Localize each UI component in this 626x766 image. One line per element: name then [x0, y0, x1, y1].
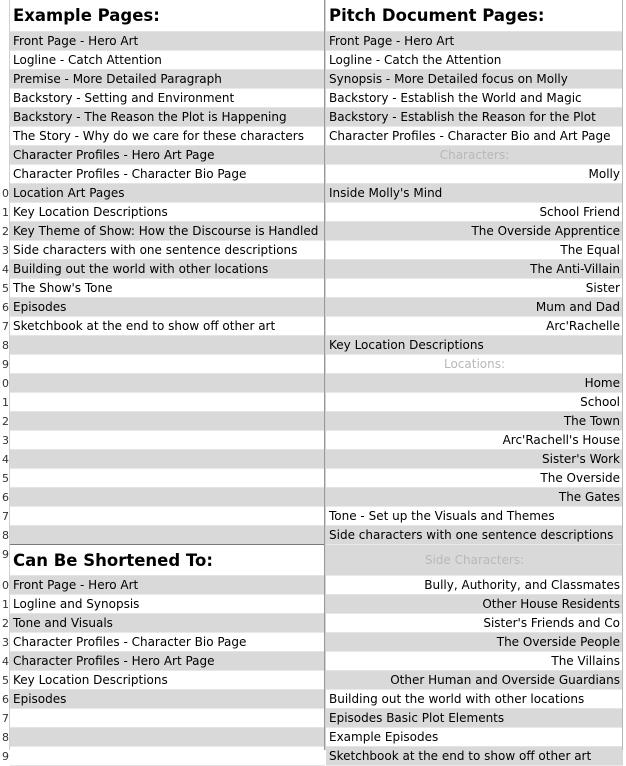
pitch-page-cell[interactable]: Sister's Friends and Co [326, 614, 623, 633]
row-number: 0 [2, 187, 9, 200]
row-number: 6 [2, 693, 9, 706]
pitch-page-cell[interactable]: The Overside [326, 469, 623, 488]
empty-cell[interactable] [10, 336, 325, 355]
row-number: 2 [2, 225, 9, 238]
pitch-page-cell[interactable]: The Gates [326, 488, 623, 507]
row-number: 1 [2, 396, 9, 409]
pitch-page-cell[interactable]: Arc'Rachelle [326, 317, 623, 336]
example-page-cell[interactable]: Side characters with one sentence descriptions [10, 241, 325, 260]
pitch-page-cell[interactable]: Example Episodes [326, 728, 623, 747]
example-page-cell[interactable]: Key Location Descriptions [10, 203, 325, 222]
pitch-page-cell[interactable]: Inside Molly's Mind [326, 184, 623, 203]
pitch-page-cell[interactable]: Episodes Basic Plot Elements [326, 709, 623, 728]
row-number: 0 [2, 377, 9, 390]
row-number: 5 [2, 674, 9, 687]
pitch-page-cell[interactable]: Backstory - Establish the Reason for the Plot [326, 108, 623, 127]
row-number: 3 [2, 636, 9, 649]
pitch-page-cell[interactable]: Sister [326, 279, 623, 298]
pitch-page-cell[interactable]: Front Page - Hero Art [326, 32, 623, 51]
pitch-page-cell[interactable]: Tone - Set up the Visuals and Themes [326, 507, 623, 526]
row-number: 9 [2, 750, 9, 763]
header-example-pages[interactable]: Example Pages: [10, 0, 325, 32]
empty-cell[interactable] [10, 469, 325, 488]
row-number: 1 [2, 598, 9, 611]
example-page-cell[interactable]: Character Profiles - Hero Art Page [10, 146, 325, 165]
pitch-page-cell[interactable]: Molly [326, 165, 623, 184]
shortened-page-cell[interactable]: Key Location Descriptions [10, 671, 325, 690]
pitch-page-cell[interactable]: Key Location Descriptions [326, 336, 623, 355]
row-number: 3 [2, 434, 9, 447]
shortened-page-cell[interactable]: Character Profiles - Character Bio Page [10, 633, 325, 652]
subheading-cell[interactable]: Characters: [326, 146, 623, 165]
shortened-page-cell[interactable]: Character Profiles - Hero Art Page [10, 652, 325, 671]
example-page-cell[interactable]: Location Art Pages [10, 184, 325, 203]
pitch-page-cell[interactable]: School [326, 393, 623, 412]
example-page-cell[interactable]: Backstory - Setting and Environment [10, 89, 325, 108]
row-number: 4 [2, 655, 9, 668]
pitch-page-cell[interactable]: Other House Residents [326, 595, 623, 614]
example-page-cell[interactable]: Character Profiles - Character Bio Page [10, 165, 325, 184]
pitch-page-cell[interactable]: Mum and Dad [326, 298, 623, 317]
row-number: 6 [2, 301, 9, 314]
example-page-cell[interactable]: Key Theme of Show: How the Discourse is Handled [10, 222, 325, 241]
pitch-page-cell[interactable]: Other Human and Overside Guardians [326, 671, 623, 690]
example-page-cell[interactable]: Premise - More Detailed Paragraph [10, 70, 325, 89]
empty-cell[interactable] [10, 412, 325, 431]
row-number: 9 [2, 548, 9, 561]
sheet-right-edge [622, 0, 623, 750]
example-page-cell[interactable]: Episodes [10, 298, 325, 317]
subheading-cell[interactable]: Side Characters: [326, 545, 623, 576]
row-number: 7 [2, 712, 9, 725]
pitch-page-cell[interactable]: Bully, Authority, and Classmates [326, 576, 623, 595]
empty-cell[interactable] [10, 355, 325, 374]
row-number: 1 [2, 206, 9, 219]
empty-cell[interactable] [10, 374, 325, 393]
pitch-page-cell[interactable]: Side characters with one sentence descriptions [326, 526, 623, 545]
row-number: 7 [2, 320, 9, 333]
shortened-page-cell[interactable]: Tone and Visuals [10, 614, 325, 633]
pitch-page-cell[interactable]: School Friend [326, 203, 623, 222]
header-can-be-shortened-to[interactable]: Can Be Shortened To: [10, 545, 325, 576]
empty-cell[interactable] [10, 728, 325, 747]
pitch-page-cell[interactable]: Sister's Work [326, 450, 623, 469]
example-page-cell[interactable]: Logline - Catch Attention [10, 51, 325, 70]
row-number: 8 [2, 339, 9, 352]
row-number: 7 [2, 510, 9, 523]
empty-cell[interactable] [10, 431, 325, 450]
shortened-page-cell[interactable]: Episodes [10, 690, 325, 709]
example-page-cell[interactable]: Sketchbook at the end to show off other art [10, 317, 325, 336]
row-number: 8 [2, 731, 9, 744]
row-number: 2 [2, 617, 9, 630]
pitch-page-cell[interactable]: Building out the world with other locations [326, 690, 623, 709]
pitch-page-cell[interactable]: The Overside Apprentice [326, 222, 623, 241]
pitch-page-cell[interactable]: The Town [326, 412, 623, 431]
pitch-page-cell[interactable]: Home [326, 374, 623, 393]
shortened-page-cell[interactable]: Front Page - Hero Art [10, 576, 325, 595]
pitch-page-cell[interactable]: The Villains [326, 652, 623, 671]
pitch-page-cell[interactable]: The Equal [326, 241, 623, 260]
pitch-page-cell[interactable]: The Anti-Villain [326, 260, 623, 279]
empty-cell[interactable] [10, 526, 325, 545]
header-pitch-document-pages[interactable]: Pitch Document Pages: [326, 0, 623, 32]
pitch-page-cell[interactable]: The Overside People [326, 633, 623, 652]
row-number-gutter [0, 0, 9, 763]
example-page-cell[interactable]: Building out the world with other locations [10, 260, 325, 279]
row-number: 4 [2, 263, 9, 276]
pitch-page-cell[interactable]: Character Profiles - Character Bio and Art Page [326, 127, 623, 146]
subheading-cell[interactable]: Locations: [326, 355, 623, 374]
pitch-page-cell[interactable]: Logline - Catch the Attention [326, 51, 623, 70]
row-number: 6 [2, 491, 9, 504]
column-example-pages [9, 0, 325, 750]
empty-cell[interactable] [10, 709, 325, 728]
row-number: 0 [2, 579, 9, 592]
empty-cell[interactable] [10, 450, 325, 469]
row-number: 4 [2, 453, 9, 466]
pitch-page-cell[interactable]: Arc'Rachell's House [326, 431, 623, 450]
pitch-page-cell[interactable]: Synopsis - More Detailed focus on Molly [326, 70, 623, 89]
example-page-cell[interactable]: The Show's Tone [10, 279, 325, 298]
row-number: 9 [2, 358, 9, 371]
empty-cell[interactable] [10, 507, 325, 526]
example-page-cell[interactable]: Front Page - Hero Art [10, 32, 325, 51]
column-pitch-document-pages [325, 0, 623, 763]
row-number: 2 [2, 415, 9, 428]
pitch-page-cell[interactable]: Sketchbook at the end to show off other art [326, 747, 623, 766]
example-page-cell[interactable]: The Story - Why do we care for these characters [10, 127, 325, 146]
example-page-cell[interactable]: Backstory - The Reason the Plot is Happening [10, 108, 325, 127]
empty-cell[interactable] [10, 488, 325, 507]
row-number: 5 [2, 472, 9, 485]
row-number: 8 [2, 529, 9, 542]
row-number: 3 [2, 244, 9, 257]
empty-cell[interactable] [10, 393, 325, 412]
row-number: 5 [2, 282, 9, 295]
shortened-page-cell[interactable]: Logline and Synopsis [10, 595, 325, 614]
pitch-page-cell[interactable]: Backstory - Establish the World and Magic [326, 89, 623, 108]
